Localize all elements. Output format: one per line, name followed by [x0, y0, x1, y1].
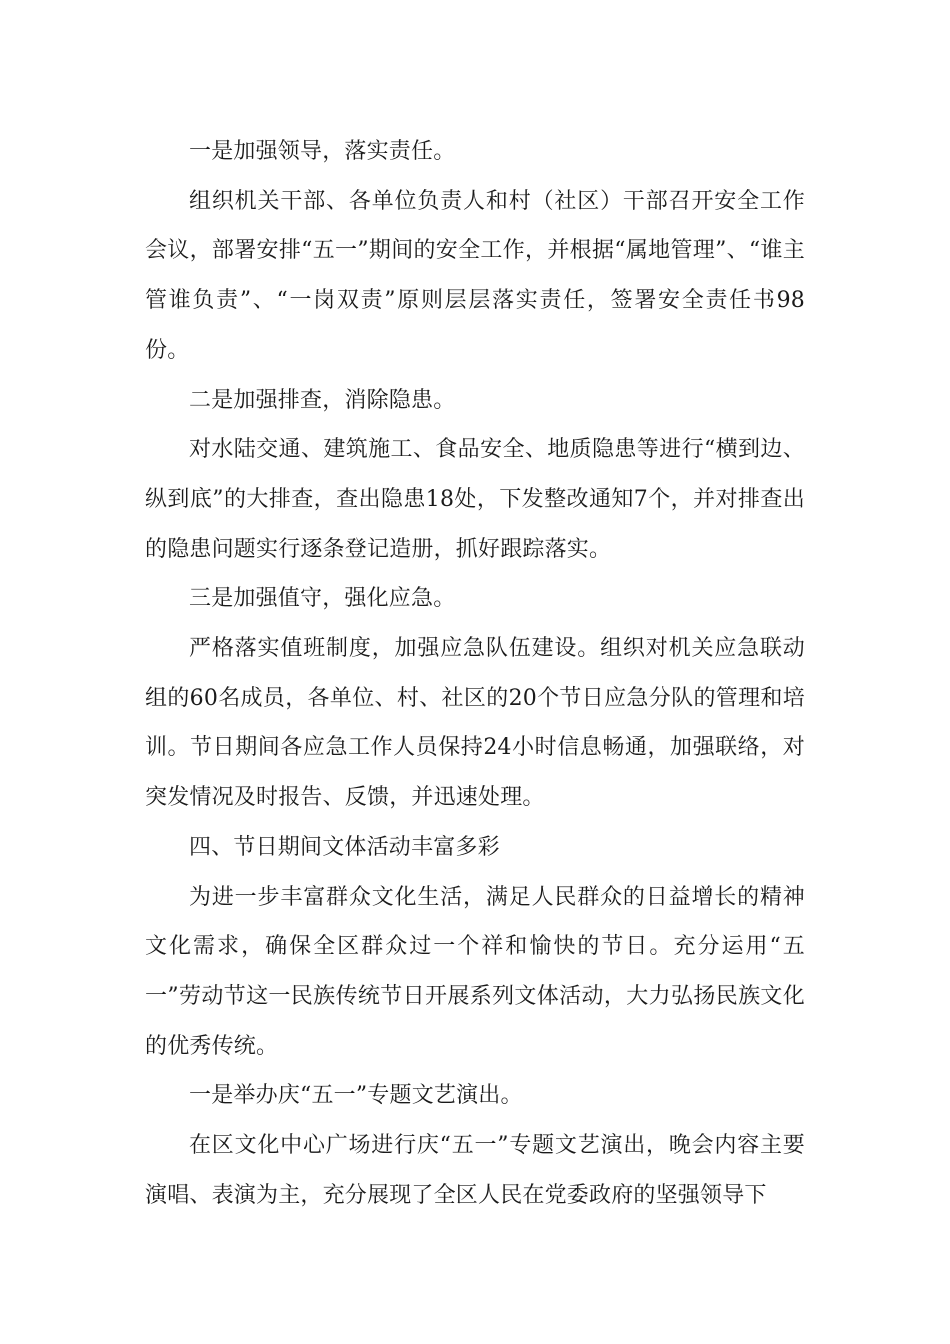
paragraph-performance-details: 在区文化中心广场进行庆“五一”专题文艺演出，晚会内容主要演唱、表演为主，充分展现了全区人民在党委政府的坚强领导下 — [145, 1133, 805, 1208]
paragraph-cultural-life: 为进一步丰富群众文化生活，满足人民群众的日益增长的精神文化需求，确保全区群众过一个祥和愉快的节日。充分运用“五一”劳动节这一民族传统节日开展系列文体活动，大力弘扬民族文化的优秀传统。 — [145, 884, 805, 1059]
heading-strengthen-inspection: 二是加强排查，消除隐患。 — [189, 387, 456, 413]
document-page — [145, 127, 805, 1220]
heading-performance: 一是举办庆“五一”专题文艺演出。 — [189, 1083, 523, 1109]
heading-strengthen-leadership: 一是加强领导，落实责任。 — [189, 139, 456, 164]
section-heading-cultural-activities: 四、节日期间文体活动丰富多彩 — [189, 834, 500, 860]
paragraph-safety-meeting: 组织机关干部、各单位负责人和村（社区）干部召开安全工作会议，部署安排“五一”期间的安全工作，并根据“属地管理”、“谁主管谁负责”、“一岗双责”原则层层落实责任，签署安全责任书98份。 — [145, 188, 805, 363]
paragraph-hazard-inspection: 对水陆交通、建筑施工、食品安全、地质隐患等进行“横到边、纵到底”的大排查，查出隐患18处，下发整改通知7个，并对排查出的隐患问题实行逐条登记造册，抓好跟踪落实。 — [145, 437, 805, 562]
heading-strengthen-duty: 三是加强值守，强化应急。 — [189, 586, 456, 612]
paragraph-emergency-teams: 严格落实值班制度，加强应急队伍建设。组织对机关应急联动组的60名成员，各单位、村、社区的20个节日应急分队的管理和培训。节日期间各应急工作人员保持24小时信息畅通，加强联络，对突发情况及时报告、反馈，并迅速处理。 — [145, 636, 805, 811]
